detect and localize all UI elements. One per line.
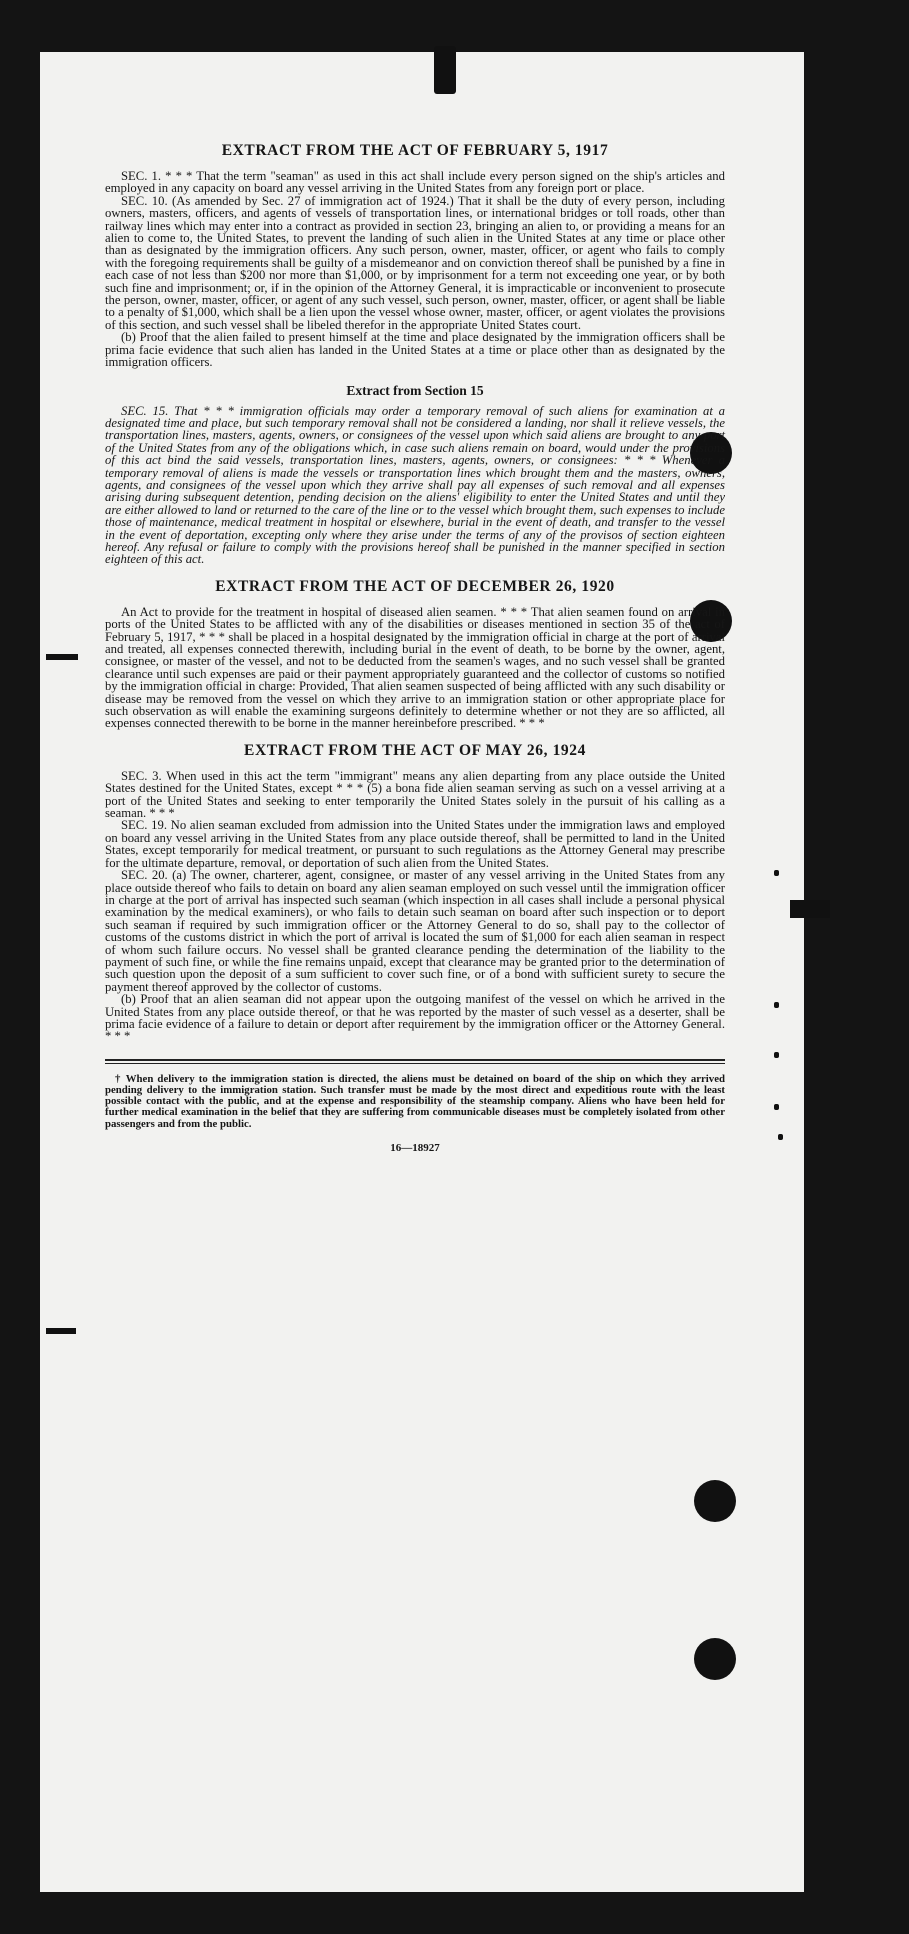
footnote-divider [105, 1059, 725, 1061]
punch-hole-4 [694, 1638, 736, 1680]
footnote: † When delivery to the immigration station is directed, the aliens must be detained on board of the ship on which they arrived pending delivery to the immigration station. Such transfer must be made by the most direct and expeditious route with the least possible contact with the public, and at the expense and responsibility of the steamship company. Aliens who have been held for further medical examination in the belief that they are suffering from communicable diseases must be completely isolated from other passengers and from the public. [105, 1072, 725, 1130]
section-heading: EXTRACT FROM THE ACT OF DECEMBER 26, 1920 [215, 577, 615, 595]
section-15-extract [105, 383, 725, 566]
paragraph: (b) Proof that an alien seaman did not appear upon the outgoing manifest of the vessel on which he arrived in the United States from any place outside thereof, or that he was reported by the master of such vessel as a deserter, shall be prima facie evidence of a failure to detain or deport after requirement by the immigration officer or the Attorney General. * * * [105, 992, 725, 1044]
margin-mark [774, 1002, 779, 1008]
margin-mark [774, 1104, 779, 1110]
binding-clip-mark [434, 46, 456, 94]
document-text [105, 142, 725, 1154]
section-dec-1920 [105, 578, 725, 730]
paragraph: SEC. 10. (As amended by Sec. 27 of immigration act of 1924.) That it shall be the duty of every person, including owners, masters, officers, and agents of vessels of transportation lines, or international bridges or toll roads, other than railway lines which may enter into a contract as provided in section 23, bringing an alien to, or providing a means for an alien to come to, the United States, to prevent the landing of such alien in the United States at any time or place other than as designated by the immigration officers. Any such person, owner, master, officer, or agent who fails to comply with the foregoing requirements shall be guilty of a misdemeanor and on conviction thereof shall be punished by a fine in each case of not less than $200 nor more than $1,000, or by imprisonment for a term not exceeding one year, or by both such fine and imprisonment; or, if in the opinion of the Attorney General, it is impracticable or inconvenient to prosecute the person, owner, master, officer, or agent of any such vessel, such person, owner, master, officer, or agent shall be liable to a penalty of $1,000, which shall be a lien upon the vessel whose owner, master, officer, or agent violates the provisions of this section, and such vessel shall be libeled therefor in the appropriate United States court. [105, 193, 725, 332]
margin-mark [778, 1134, 783, 1140]
punch-hole-3 [694, 1480, 736, 1522]
paragraph: SEC. 1. * * * That the term "seaman" as used in this act shall include every person signed on the ship's articles and employed in any capacity on board any vessel arriving in the United States from any foreign port or place. [105, 169, 725, 196]
paragraph: SEC. 15. That * * * immigration officials may order a temporary removal of such aliens for examination at a designated time and place, but such temporary removal shall not be considered a landing, nor shall it relieve vessels, the transportation lines, masters, agents, owners, or consignees of the vessel upon which said aliens are brought to any port of the United States from any of the obligations which, in case such aliens remain on board, would under the provisions of this act bind the said vessels, transportation lines, masters, agents, owners, or consignees: * * * Whenever a temporary removal of aliens is made the vessels or transportation lines which brought them and the masters, owners, agents, and consignees of the vessel upon which they arrive shall pay all expenses of such removal and all expenses arising during subsequent detention, pending decision on the aliens' eligibility to enter the United States and until they are either allowed to land or returned to the care of the line or to the vessel which brought them, such expenses to include those of maintenance, medical treatment in hospital or elsewhere, burial in the event of death, and transfer to the vessel in the event of deportation, excepting only where they arise under the terms of any of the provisos of section eighteen hereof. Any refusal or failure to comply with the provisions hereof shall be punished in the manner specified in section eighteen of this act. [105, 403, 725, 567]
document-number: 16—18927 [390, 1141, 440, 1154]
page-edge-tab [790, 900, 830, 918]
paragraph: (b) Proof that the alien failed to present himself at the time and place designated by the immigration officers shall be prima facie evidence that such alien has landed in the United States at a time or place other than as designated by the immigration officers. [105, 330, 725, 370]
section-heading: EXTRACT FROM THE ACT OF MAY 26, 1924 [244, 741, 586, 759]
footnote-divider-thin [105, 1063, 725, 1064]
section-heading: Extract from Section 15 [346, 382, 484, 398]
page-edge-tab [46, 1328, 76, 1334]
margin-mark [774, 1052, 779, 1058]
paragraph: SEC. 3. When used in this act the term "immigrant" means any alien departing from any place outside the United States destined for the United States, except * * * (5) a bona fide alien seaman serving as such on a vessel arriving at a port of the United States and seeking to enter temporarily the United States solely in the pursuit of his calling as a seaman. * * * [105, 768, 725, 821]
section-may-1924 [105, 742, 725, 1043]
section-feb-1917 [105, 142, 725, 369]
margin-mark [774, 870, 779, 876]
paragraph: SEC. 20. (a) The owner, charterer, agent, consignee, or master of any vessel arriving in the United States from any place outside thereof who fails to detain on board any alien seaman employed on such vessel until the immigration officer in charge at the port of arrival has inspected such seaman (which inspection in all cases shall include a personal physical examination by the medical examiners), or who fails to detain such seaman on board after such inspection or to deport such seaman if required by such immigration officer or the Attorney General to do so, shall pay to the collector of customs of the customs district in which the port of arrival is located the sum of $1,000 for each alien seaman in respect of whom such failure occurs. No vessel shall be granted clearance pending the determination of the liability to the payment of such fine, or while the fine remains unpaid, except that clearance may be granted prior to the determination of such question upon the deposit of a sum sufficient to cover such fine, or of a bond with sufficient surety to secure the payment thereof approved by the collector of customs. [105, 868, 725, 994]
page-edge-tab [46, 654, 78, 660]
paragraph: An Act to provide for the treatment in hospital of diseased alien seamen. * * * That alien seamen found on arrival in ports of the United States to be afflicted with any of the disabilities or diseases mentioned in section 35 of the act of February 5, 1917, * * * shall be placed in a hospital designated by the immigration official in charge at the port of arrival and treated, all expenses connected therewith, including burial in the event of death, to be borne by the owner, agent, consignee, or master of the vessel, and not to be deducted from the seamen's wages, and no such vessel shall be granted clearance until such expenses are paid or their payment appropriately guaranteed and the collector of customs so notified by the immigration official in charge: Provided, That alien seamen suspected of being afflicted with any such disability or disease may be removed from the vessel on which they arrive to an immigration station or other appropriate place for such observation as will enable the examining surgeons definitely to determine whether or not they are so afflicted, all expenses connected therewith to be borne in the manner hereinbefore prescribed. * * * [105, 604, 725, 731]
section-heading: EXTRACT FROM THE ACT OF FEBRUARY 5, 1917 [221, 142, 609, 159]
paragraph: SEC. 19. No alien seaman excluded from admission into the United States under the immigration laws and employed on board any vessel arriving in the United States from any place outside thereof, shall be permitted to land in the United States, except temporarily for medical treatment, or pursuant to such regulations as the Attorney General may prescribe for the ultimate departure, removal, or deportation of such alien from the United States. [105, 818, 725, 870]
